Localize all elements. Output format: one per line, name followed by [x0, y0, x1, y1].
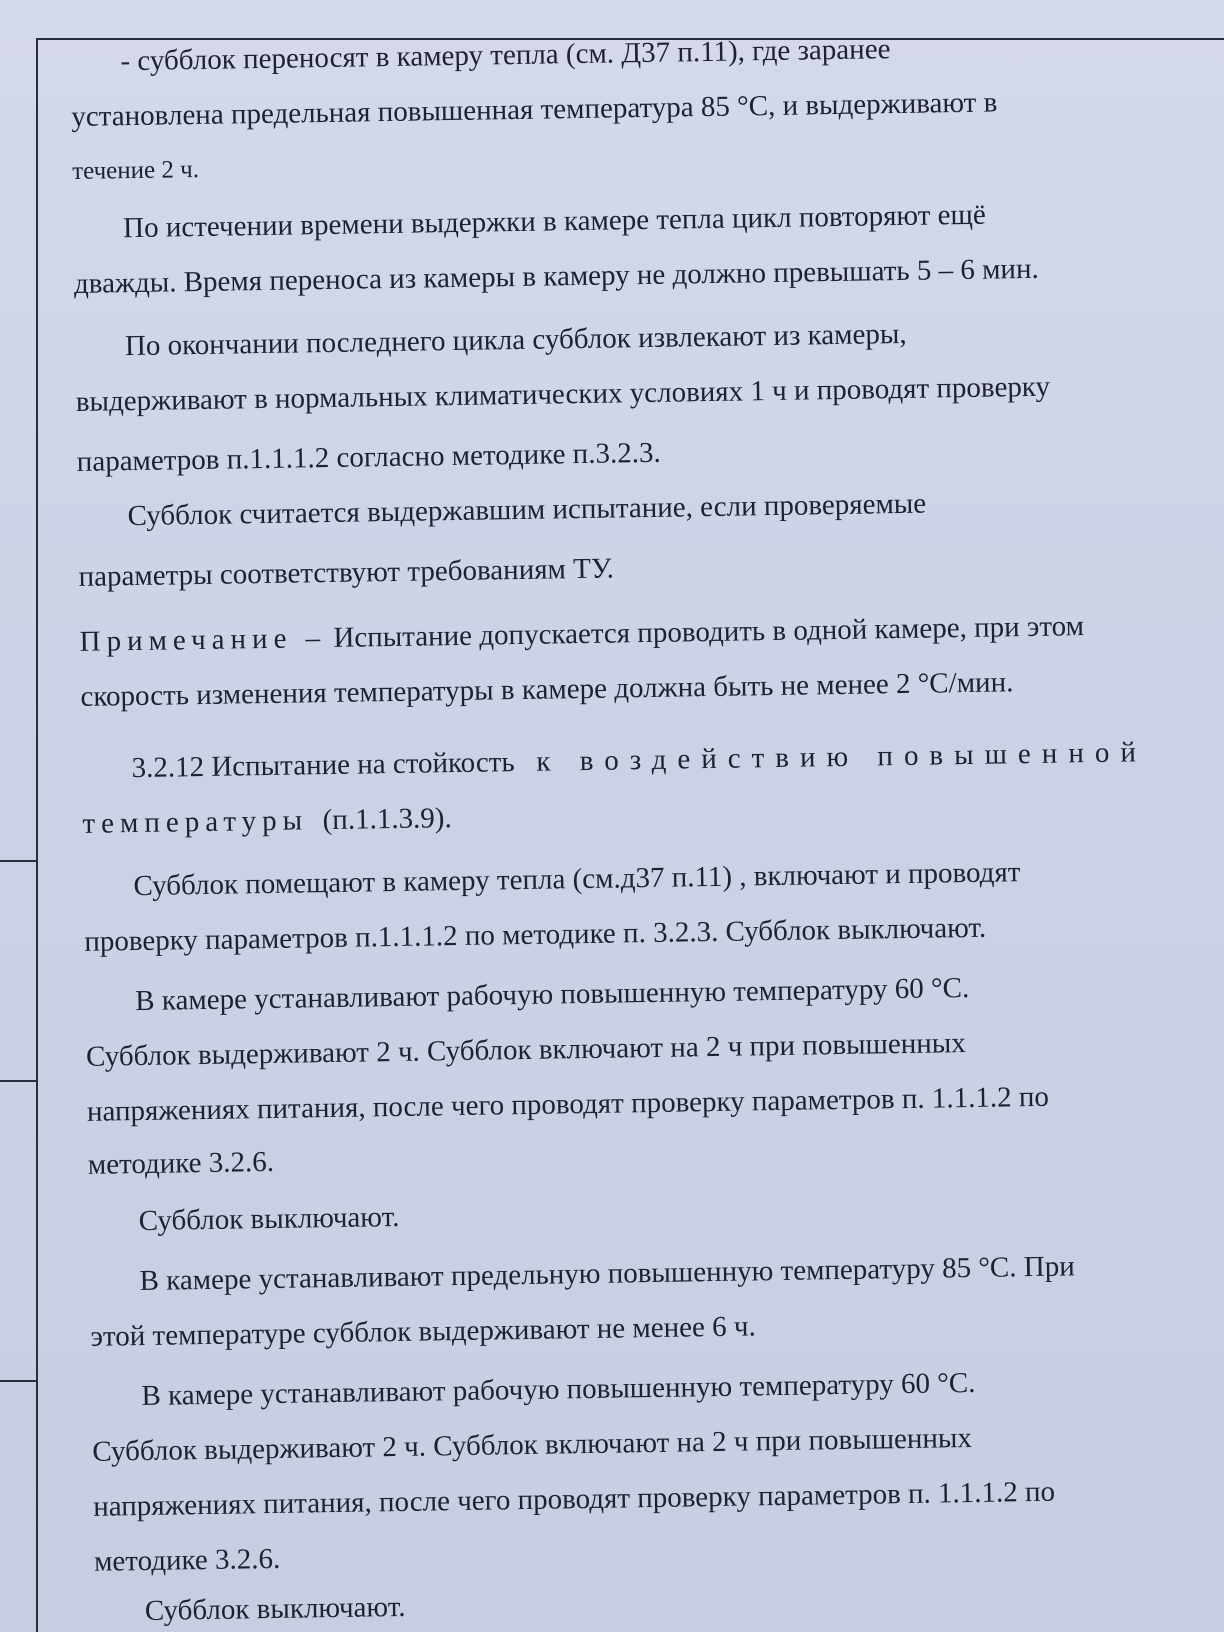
margin-divider	[0, 860, 36, 862]
text-line: Субблок считается выдержавшим испытание, если проверяемые	[127, 487, 927, 533]
text-line: дважды. Время переноса из камеры в камеру не должно превышать 5 – 6 мин.	[73, 252, 1039, 300]
spaced-phrase: температуры	[82, 804, 309, 840]
text-line: методике 3.2.6.	[87, 1145, 275, 1181]
text-line: выдерживают в нормальных климатических условиях 1 ч и проводят проверку	[75, 370, 1051, 418]
text-line: установлена предельная повышенная температура 85 °С, и выдерживают в	[71, 86, 998, 133]
spaced-phrase: к воздействию повышенной	[536, 736, 1148, 778]
text-line: течение 2 ч.	[72, 155, 200, 185]
text-line: По окончании последнего цикла субблок извлекают из камеры,	[124, 317, 907, 363]
document-text	[70, 13, 1180, 1628]
text-line: Субблок выключают.	[138, 1200, 400, 1238]
section-heading-number: 3.2.12 Испытание на стойкость	[131, 746, 515, 785]
text-line: Субблок выключают.	[144, 1590, 406, 1628]
text-line: Субблок помещают в камеру тепла (см.д37 п.11) , включают и проводят	[133, 856, 1021, 903]
margin-divider	[0, 1080, 36, 1082]
text-line: - субблок переносят в камеру тепла (см. Д37 п.11), где заранее	[120, 33, 891, 78]
section-heading-cont	[82, 801, 452, 841]
text-line: В камере устанавливают рабочую повышенную температуру 60 °С.	[141, 1366, 976, 1413]
text-line: скорость изменения температуры в камере должна быть не менее 2 °С/мин.	[80, 666, 1014, 713]
note-label: Примечание –	[79, 622, 327, 658]
section-ref: (п.1.1.3.9).	[322, 802, 452, 837]
text-line: напряжениях питания, после чего проводят проверку параметров п. 1.1.1.2 по	[92, 1475, 1056, 1523]
text-line: параметров п.1.1.1.2 согласно методике п.3.2.3.	[76, 436, 661, 478]
text-line: параметры соответствуют требованиям ТУ.	[78, 552, 615, 593]
text-line: методике 3.2.6.	[93, 1542, 281, 1578]
text-line: напряжениях питания, после чего проводят проверку параметров п. 1.1.1.2 по	[86, 1080, 1050, 1128]
text-line: Субблок выдерживают 2 ч. Субблок включают на 2 ч при повышенных	[92, 1422, 973, 1468]
text-line: В камере устанавливают предельную повышенную температуру 85 °С. При	[139, 1250, 1075, 1298]
text-line: По истечении времени выдержки в камере тепла цикл повторяют ещё	[122, 198, 986, 245]
margin-divider	[0, 1380, 36, 1382]
text-line: Субблок выдерживают 2 ч. Субблок включают на 2 ч при повышенных	[85, 1027, 966, 1073]
text-line: проверку параметров п.1.1.1.2 по методике п. 3.2.3. Субблок выключают.	[84, 911, 987, 958]
text-line: этой температуре субблок выдерживают не менее 6 ч.	[90, 1310, 756, 1353]
note-text: Испытание допускается проводить в одной камере, при этом	[333, 610, 1085, 654]
text-line: В камере устанавливают рабочую повышенную температуру 60 °С.	[135, 971, 970, 1018]
